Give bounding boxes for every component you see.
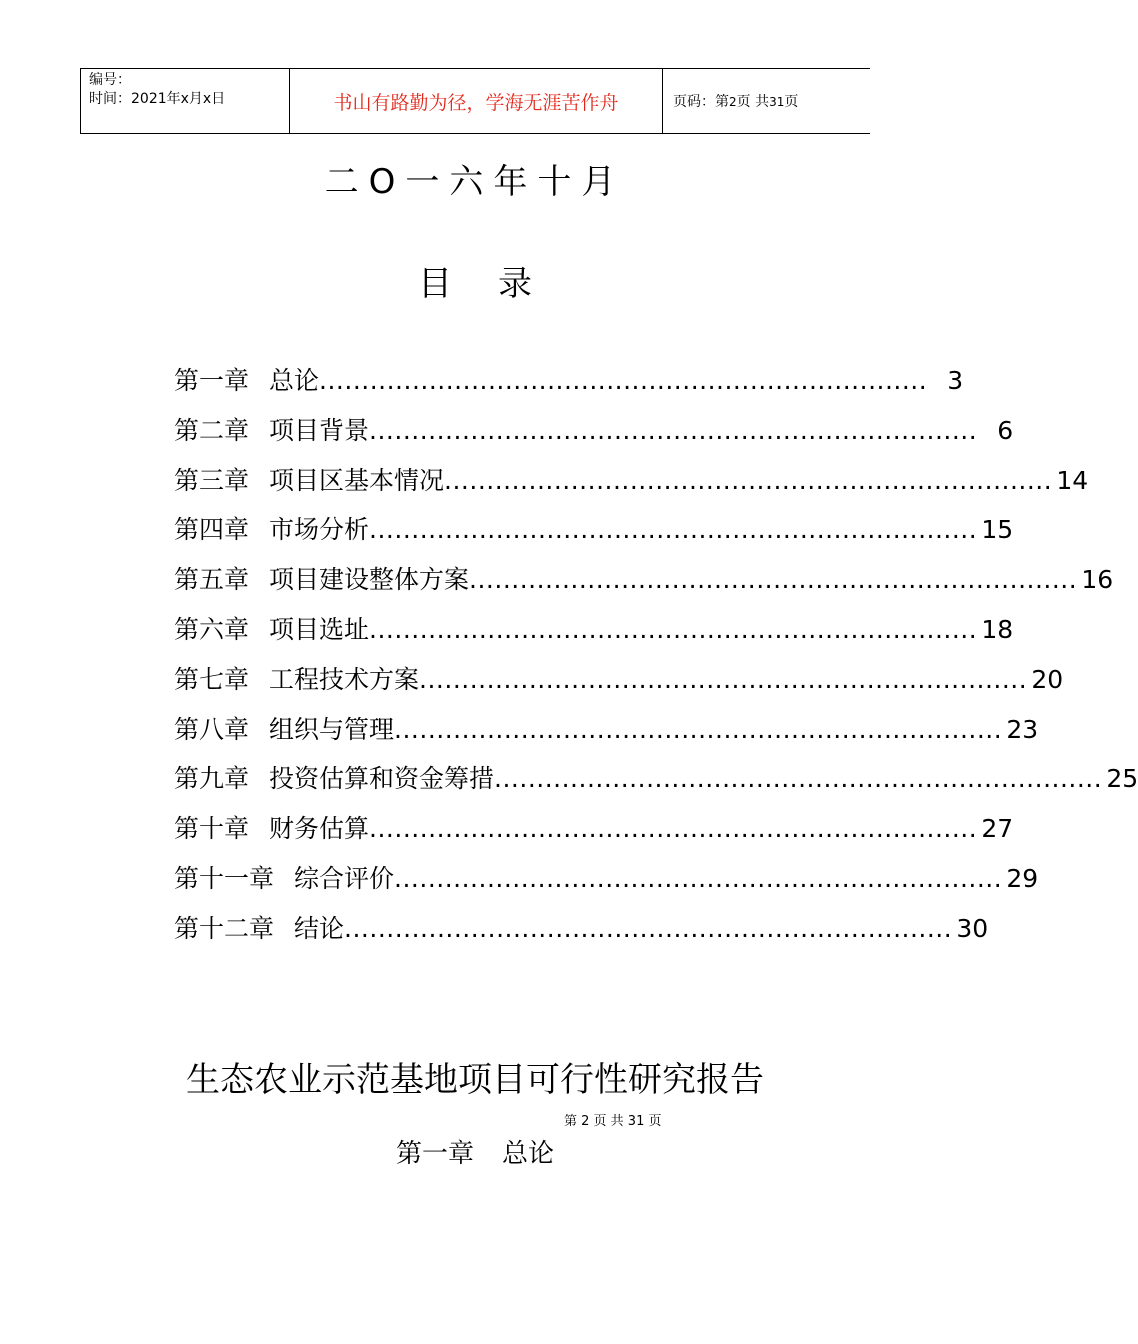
document-header	[80, 68, 870, 134]
toc-entry[interactable]	[174, 560, 1114, 610]
toc-chapter: 第十二章	[174, 913, 275, 943]
toc-leader-dots: ........................................................................	[344, 913, 953, 943]
page-footer: 第 2 页 共 31 页	[564, 1114, 662, 1129]
toc-page-number: 3	[947, 366, 964, 395]
toc-entry[interactable]	[174, 660, 1064, 710]
toc-entry[interactable]	[174, 909, 989, 959]
toc-page-number: 18	[981, 614, 1014, 644]
chapter-heading	[0, 1137, 950, 1171]
header-page-current: 2	[729, 95, 737, 109]
table-of-contents	[174, 361, 1138, 959]
toc-entry[interactable]	[174, 361, 964, 411]
toc-entry[interactable]	[174, 710, 1039, 760]
toc-entry[interactable]	[174, 859, 1039, 909]
toc-title-part1: 目	[418, 264, 452, 304]
toc-entry-title: 项目背景	[269, 415, 370, 445]
header-page-cell	[663, 69, 871, 134]
toc-leader-dots: ........................................................................	[444, 465, 1053, 495]
toc-chapter: 第三章	[174, 465, 250, 495]
report-title: 生态农业示范基地项目可行性研究报告	[186, 1060, 764, 1100]
toc-leader-dots: ........................................................................	[394, 863, 1003, 893]
toc-entry-title: 总论	[269, 366, 320, 395]
toc-entry-title: 项目选址	[269, 614, 370, 644]
toc-entry-title: 项目区基本情况	[269, 465, 445, 495]
header-motto: 书山有路勤为径，学海无涯苦作舟	[290, 69, 663, 134]
toc-leader-dots: ........................................................................	[319, 366, 928, 395]
toc-page-number: 14	[1056, 465, 1089, 495]
toc-chapter: 第二章	[174, 415, 250, 445]
chapter-heading-number: 第一章	[395, 1139, 474, 1169]
toc-entry-title: 组织与管理	[269, 714, 395, 744]
header-number-label: 编号：	[89, 72, 131, 88]
toc-leader-dots: ........................................................................	[419, 664, 1028, 694]
toc-title-part2: 录	[498, 264, 532, 304]
toc-entry[interactable]	[174, 510, 1014, 560]
toc-leader-dots: ........................................................................	[369, 415, 978, 445]
toc-entry-title: 市场分析	[269, 515, 370, 545]
toc-page-number: 29	[1006, 863, 1039, 893]
toc-entry[interactable]	[174, 411, 1014, 461]
toc-chapter: 第五章	[174, 565, 250, 595]
toc-page-number: 20	[1031, 664, 1064, 694]
toc-chapter: 第七章	[174, 664, 250, 694]
toc-chapter: 第九章	[174, 764, 250, 794]
toc-chapter: 第八章	[174, 714, 250, 744]
toc-entry-title: 投资估算和资金筹措	[269, 764, 495, 794]
toc-leader-dots: ........................................................................	[469, 565, 1078, 595]
toc-entry[interactable]	[174, 809, 1014, 859]
toc-leader-dots: ........................................................................	[369, 515, 978, 545]
header-page-mid: 页 共	[736, 94, 770, 110]
toc-entry-title: 结论	[294, 913, 345, 943]
toc-page-number: 30	[956, 913, 989, 943]
toc-chapter: 第十一章	[174, 863, 275, 893]
toc-chapter: 第六章	[174, 614, 250, 644]
toc-page-number: 16	[1081, 565, 1114, 595]
toc-entry[interactable]	[174, 610, 1014, 660]
toc-title	[0, 262, 950, 306]
toc-entry[interactable]	[174, 461, 1089, 511]
toc-chapter: 第十章	[174, 814, 250, 844]
date-title: 二O一六年十月	[324, 162, 626, 202]
toc-entry[interactable]	[174, 759, 1138, 809]
header-page-total: 31	[769, 95, 785, 109]
toc-chapter: 第一章	[174, 366, 250, 395]
toc-leader-dots: ........................................................................	[369, 814, 978, 844]
chapter-heading-title: 总论	[502, 1139, 555, 1169]
toc-leader-dots: ........................................................................	[369, 614, 978, 644]
toc-page-number: 6	[997, 415, 1014, 445]
header-meta-cell	[81, 69, 290, 134]
header-time-label: 时间：2021年x月x日	[89, 91, 226, 107]
toc-page-number: 25	[1106, 764, 1138, 794]
toc-leader-dots: ........................................................................	[494, 764, 1103, 794]
header-page-end: 页	[784, 94, 799, 110]
toc-page-number: 27	[981, 814, 1014, 844]
toc-page-number: 23	[1006, 714, 1039, 744]
toc-page-number: 15	[981, 515, 1014, 545]
toc-entry-title: 项目建设整体方案	[269, 565, 470, 595]
toc-leader-dots: ........................................................................	[394, 714, 1003, 744]
toc-entry-title: 财务估算	[269, 814, 370, 844]
toc-entry-title: 综合评价	[294, 863, 395, 893]
header-page-label: 页码：第	[673, 94, 729, 110]
toc-entry-title: 工程技术方案	[269, 664, 420, 694]
toc-chapter: 第四章	[174, 515, 250, 545]
